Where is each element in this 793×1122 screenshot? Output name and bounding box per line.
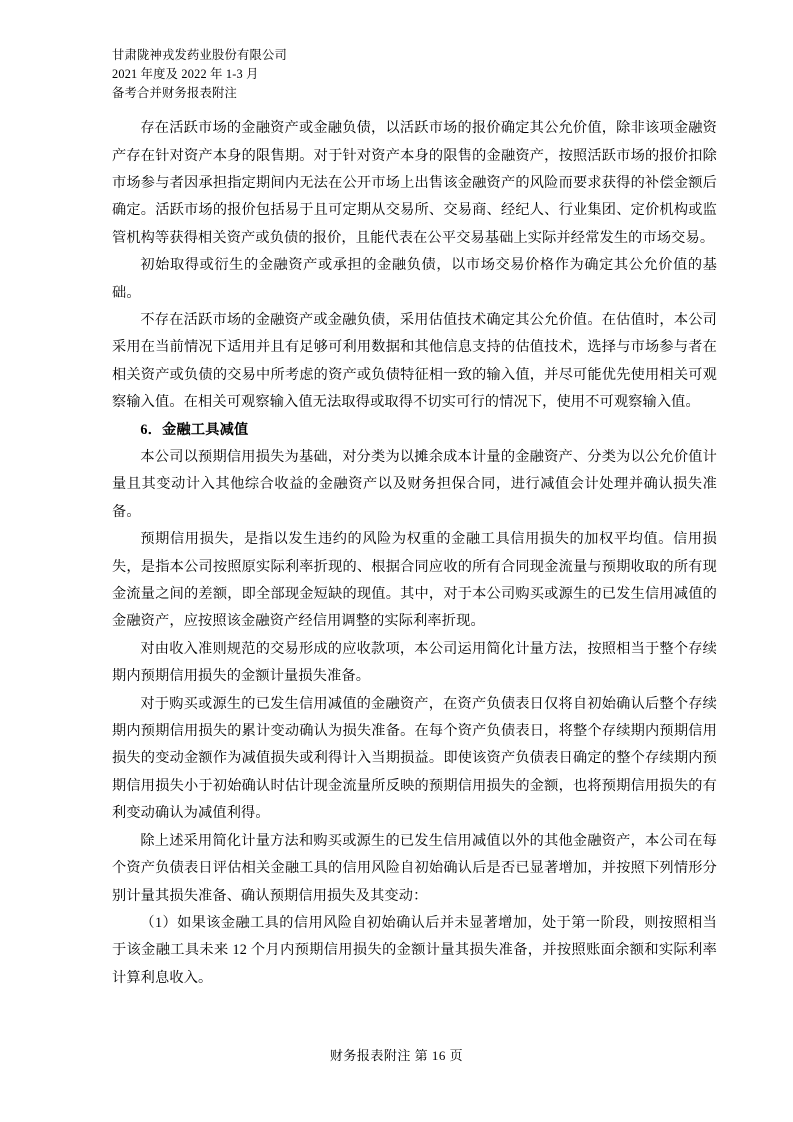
page-footer: 财务报表附注 第 16 页 [329, 1048, 464, 1063]
paragraph-stage-one: （1）如果该金融工具的信用风险自初始确认后并未显著增加，处于第一阶段，则按照相当于该金融工具未来 12 个月内预期信用损失的金额计量其损失准备，并按照账面余额和实际利率计算利息收入。 [112, 914, 717, 986]
paragraph-purchased-credit-impaired: 对于购买或源生的已发生信用减值的金融资产，在资产负债表日仅将自初始确认后整个存续期内预期信用损失的累计变动确认为损失准备。在每个资产负债表日，将整个存续期内预期信用损失的变动金额作为减值损失或利得计入当期损益。即使该资产负债表日确定的整个存续期内预期信用损失小于初始确认时估计现金流量所反映的预期信用损失的金额，也将预期信用损失的有利变动确认为减值利得。 [112, 695, 717, 822]
paragraph-other-financial-assets: 除上述采用简化计量方法和购买或源生的已发生信用减值以外的其他金融资产，本公司在每个资产负债表日评估相关金融工具的信用风险自初始确认后是否已显著增加，并按照下列情形分别计量其损失准备、确认预期信用损失及其变动： [112, 832, 717, 904]
paragraph-simplified-measurement: 对由收入准则规范的交易形成的应收款项，本公司运用简化计量方法，按照相当于整个存续期内预期信用损失的金额计量损失准备。 [112, 640, 717, 685]
paragraph-no-active-market: 不存在活跃市场的金融资产或金融负债，采用估值技术确定其公允价值。在估值时，本公司采用在当前情况下适用并且有足够可利用数据和其他信息支持的估值技术，选择与市场参与者在相关资产或负债的交易中所考虑的资产或负债特征相一致的输入值，并尽可能优先使用相关可观察输入值。在相关可观察输入值无法取得或取得不切实可行的情况下，使用不可观察输入值。 [112, 311, 717, 411]
paragraph-expected-credit-loss-definition: 预期信用损失，是指以发生违约的风险为权重的金融工具信用损失的加权平均值。信用损失，是指本公司按照原实际利率折现的、根据合同应收的所有合同现金流量与预期收取的所有现金流量之间的差额，即全部现金短缺的现值。其中，对于本公司购买或源生的已发生信用减值的金融资产，应按照该金融资产经信用调整的实际利率折现。 [112, 531, 717, 630]
paragraph-fair-value-active-market: 存在活跃市场的金融资产或金融负债，以活跃市场的报价确定其公允价值，除非该项金融资产存在针对资产本身的限售期。对于针对资产本身的限售的金融资产，按照活跃市场的报价扣除市场参与者因承担指定期间内无法在公开市场上出售该金融资产的风险而要求获得的补偿金额后确定。活跃市场的报价包括易于且可定期从交易所、交易商、经纪人、行业集团、定价机构或监管机构等获得相关资产或负债的报价，且能代表在公平交易基础上实际并经常发生的市场交易。 [112, 120, 717, 246]
paragraph-initial-recognition: 初始取得或衍生的金融资产或承担的金融负债，以市场交易价格作为确定其公允价值的基础。 [112, 257, 717, 301]
paragraph-expected-credit-loss-basis: 本公司以预期信用损失为基础，对分类为以摊余成本计量的金融资产、分类为以公允价值计量且其变动计入其他综合收益的金融资产以及财务担保合同，进行减值会计处理并确认损失准备。 [112, 449, 717, 520]
header-period: 2021 年度及 2022 年 1-3 月 [112, 67, 259, 82]
header-subtitle: 备考合并财务报表附注 [112, 86, 237, 101]
header-company-name: 甘肃陇神戎发药业股份有限公司 [112, 48, 287, 62]
section-title-financial-instrument-impairment: 6．金融工具减值 [140, 421, 249, 438]
document-header [112, 46, 719, 103]
document-body [112, 115, 717, 992]
